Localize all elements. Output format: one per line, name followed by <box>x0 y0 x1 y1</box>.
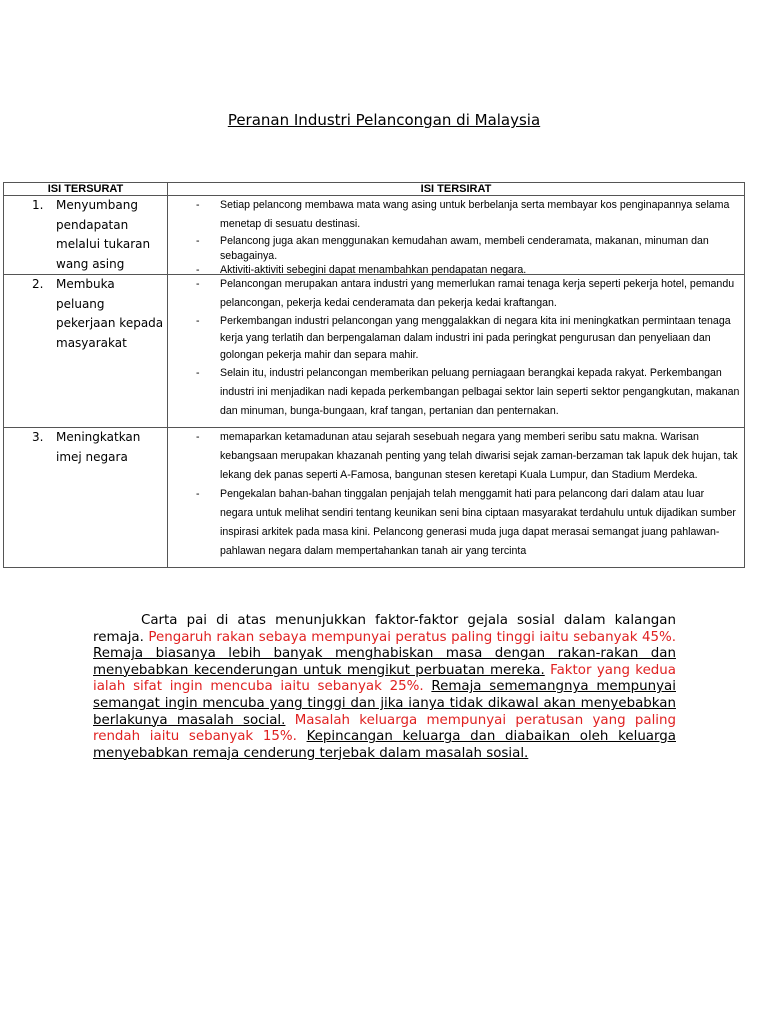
list-item: - Selain itu, industri pelancongan memberikan peluang perniagaan berangkai kepada rakyat. Perkembangan industri ini menjadikan nadi kepada perkembangan pelbagai sektor lain seperti sektor pengangkutan, makanan dan minuman, bunga-bungaan, kraf tangan, pertanian dan penternakan. <box>196 367 740 417</box>
row-label: Menyumbang pendapatan melalui tukaran wang asing <box>56 198 151 271</box>
sentence-highlight: Masalah keluarga mempunyai peratusan yang paling rendah iaitu sebanyak 15%. <box>93 712 676 745</box>
row-number: 1. <box>32 198 44 212</box>
content-table <box>3 182 745 568</box>
sentence-underlined: Remaja sememangnya mempunyai semangat ingin mencuba yang tinggi dan jika ianya tidak dikawal akan menyebabkan berlakunya masalah social. <box>93 679 676 728</box>
list-item: - Perkembangan industri pelancongan yang menggalakkan di negara kita ini meningkatkan permintaan tenaga kerja yang terlatih dan berpengalaman dalam industri ini pada peringkat pengurusan dan penyeliaan dan golongan pekerja mahir dan separa mahir. <box>196 315 731 361</box>
list-item: - Pengekalan bahan-bahan tinggalan penjajah telah menggamit hati para pelancong dari dalam atau luar negara untuk melihat sendiri tentang keunikan seni bina ciptaan masyarakat terdahulu untuk dijadikan sumber inspirasi arkitek pada masa kini. Pelancong generasi muda juga dapat merasai semangat juang pahlawan-pahlawan negara dalam mempertahankan tanah air yang tercinta <box>196 488 736 557</box>
table-row <box>4 196 745 275</box>
list-item: - Aktiviti-aktiviti sebegini dapat menambahkan pendapatan negara. <box>196 264 527 276</box>
table-row <box>4 428 745 568</box>
sentence-highlight: Pengaruh rakan sebaya mempunyai peratus paling tinggi iaitu sebanyak 45%. <box>148 629 676 645</box>
list-item: - Pelancongan merupakan antara industri yang memerlukan ramai tenaga kerja seperti pekerja hotel, pemandu pelancongan, pekerja kedai cenderamata dan pekerja kedai kraftangan. <box>196 278 735 309</box>
body-paragraph <box>93 613 676 762</box>
list-item: - Pelancong juga akan menggunakan kemudahan awam, membeli cenderamata, makanan, minuman dan sebagainya. <box>196 235 709 262</box>
row-number: 3. <box>32 430 44 444</box>
page-title: Peranan Industri Pelancongan di Malaysia <box>227 111 541 129</box>
list-item: - Setiap pelancong membawa mata wang asing untuk berbelanja serta membayar kos penginapannya selama menetap di sesuatu destinasi. <box>196 199 730 230</box>
row-label: Meningkatkan imej negara <box>56 430 141 464</box>
row-number: 2. <box>32 277 44 291</box>
row-label: Membuka peluang pekerjaan kepada masyarakat <box>56 277 164 350</box>
table-header-row <box>4 183 745 196</box>
sentence-intro: Carta pai di atas menunjukkan faktor-faktor gejala sosial dalam kalangan remaja. <box>93 613 676 645</box>
header-isi-tersirat: ISI TERSIRAT <box>168 183 745 196</box>
sentence-underlined: Kepincangan keluarga dan diabaikan oleh keluarga menyebabkan remaja cenderung terjebak dalam masalah sosial. <box>93 729 676 761</box>
table-row <box>4 275 745 428</box>
sentence-highlight: Faktor yang kedua ialah sifat ingin mencuba iaitu sebanyak 25%. <box>93 662 676 695</box>
sentence-underlined: Remaja biasanya lebih banyak menghabiskan masa dengan rakan-rakan dan menyebabkan kecenderungan untuk mengikut perbuatan mereka. <box>93 646 676 678</box>
list-item: - memaparkan ketamadunan atau sejarah sesebuah negara yang memberi seribu satu makna. Warisan kebangsaan merupakan khazanah penting yang telah diwarisi sejak zaman-berzaman tak lapuk dek hujan, tak lekang dek panas seperti A-Famosa, bangunan stesen keretapi Kuala Lumpur, dan Stadium Merdeka. <box>196 431 738 481</box>
header-isi-tersurat: ISI TERSURAT <box>4 183 168 196</box>
